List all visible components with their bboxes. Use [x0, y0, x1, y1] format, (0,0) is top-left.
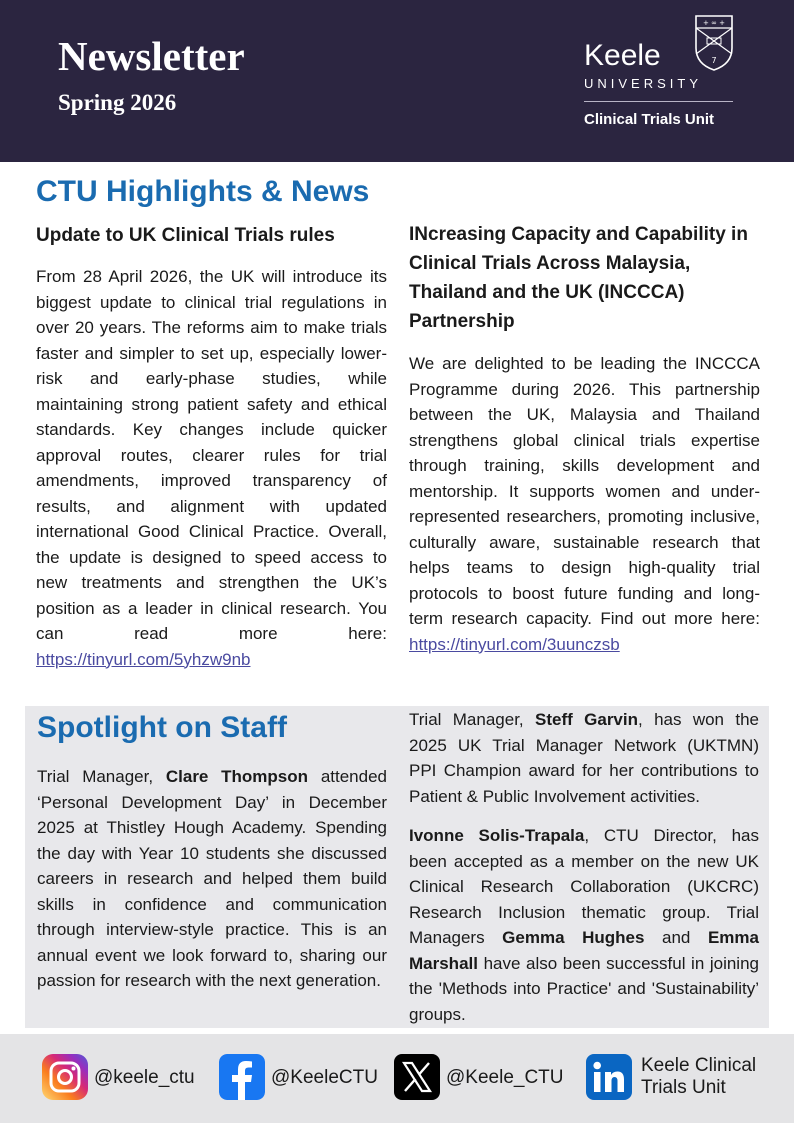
linkedin-handle-line1: Keele Clinical [641, 1055, 757, 1076]
spotlight-clare [37, 764, 387, 994]
logo-keele: Keele [584, 39, 661, 72]
uk-rules-body [36, 264, 387, 672]
instagram-icon [42, 1054, 88, 1100]
clare-prefix: Trial Manager, [37, 767, 154, 786]
inccca-body [409, 351, 760, 657]
logo-divider [584, 101, 733, 102]
inccca-text: We are delighted to be leading the INCCCA Programme during 2026. This partnership between the UK, Malaysia and Thailand strengthens global clinical trials expertise through training, skills development and mentorship. It supports women and under-represented researchers, promoting inclusive, culturally aware, sustainable research that helps teams to design high-quality trial protocols to boost future funding and long-term research capacity. Find out more here: [409, 354, 760, 628]
facebook-icon [219, 1054, 265, 1100]
uk-rules-title: Update to UK Clinical Trials rules [36, 225, 335, 246]
uk-rules-text: From 28 April 2026, the UK will introduce its biggest update to clinical trial regulations in over 20 years. The reforms aim to make trials faster and simpler to set up, especially lower-risk and early-phase studies, while maintaining strong patient safety and ethical standards. Key changes include quicker approval routes, clearer rules for trial amendments, improved transparency of results, and alignment with updated international Good Clinical Practice. Overall, the update is designed to speed access to new treatments and strengthen the UK’s position as a leader in clinical research. You can read more here: [36, 267, 387, 643]
newsletter-season: Spring 2026 [58, 90, 177, 115]
instagram-link[interactable] [42, 1054, 195, 1100]
clare-name: Clare Thompson [165, 767, 309, 786]
groups-text: have also been successful in joining the 'Methods into Practice' and 'Sustainability’ groups. [409, 953, 759, 1024]
logo-university: UNIVERSITY [584, 76, 703, 91]
steff-prefix: Trial Manager, [409, 710, 524, 729]
svg-text:+ ∞ +: + ∞ + [702, 19, 726, 27]
x-handle: @Keele_CTU [446, 1066, 564, 1088]
x-link[interactable] [394, 1054, 564, 1100]
newsletter-title: Newsletter [58, 33, 245, 79]
uk-rules-link[interactable]: https://tinyurl.com/5yhzw9nb [36, 649, 251, 669]
steff-name: Steff Garvin [535, 710, 638, 729]
spotlight-ivonne [409, 823, 759, 1027]
instagram-handle: @keele_ctu [94, 1066, 195, 1088]
spotlight-steff [409, 707, 759, 809]
gemma-name: Gemma Hughes [502, 928, 645, 947]
facebook-handle: @KeeleCTU [271, 1066, 378, 1088]
facebook-link[interactable] [219, 1054, 378, 1100]
ivonne-text: , CTU Director, has been accepted as a member on the new UK Clinical Research Collaboration (UKCRC) Research Inclusion thematic group. Trial Managers [409, 826, 759, 947]
linkedin-handle [641, 1055, 756, 1099]
inccca-title: INcreasing Capacity and Capability in Clinical Trials Across Malaysia, Thailand and the UK (INCCCA) Partnership [409, 224, 748, 332]
and-text: and [662, 928, 691, 947]
clare-text: attended ‘Personal Development Day’ in December 2025 at Thistley Hough Academy. Spending the day with Year 10 students she discussed careers in research and helped them build skills in confidence and communication through interview-style practice. This is an annual event we look forward to, sharing our passion for research with the next generation. [37, 767, 387, 990]
ivonne-name: Ivonne Solis-Trapala [409, 826, 585, 845]
x-icon [394, 1054, 440, 1100]
spotlight-heading: Spotlight on Staff [37, 711, 287, 744]
highlights-heading: CTU Highlights & News [36, 175, 370, 208]
steff-text: , has won the 2025 UK Trial Manager Network (UKTMN) PPI Champion award for her contributions to Patient & Public Involvement activities. [409, 710, 759, 806]
university-crest-icon [694, 14, 734, 72]
linkedin-link[interactable] [586, 1054, 756, 1100]
linkedin-handle-line2: Trials Unit [641, 1077, 726, 1098]
newsletter-header [0, 0, 794, 162]
svg-text:7: 7 [711, 56, 717, 65]
linkedin-icon [586, 1054, 632, 1100]
emma-name: Emma Marshall [409, 928, 759, 973]
logo-unit: Clinical Trials Unit [584, 111, 715, 128]
inccca-link[interactable]: https://tinyurl.com/3uunczsb [409, 634, 620, 654]
